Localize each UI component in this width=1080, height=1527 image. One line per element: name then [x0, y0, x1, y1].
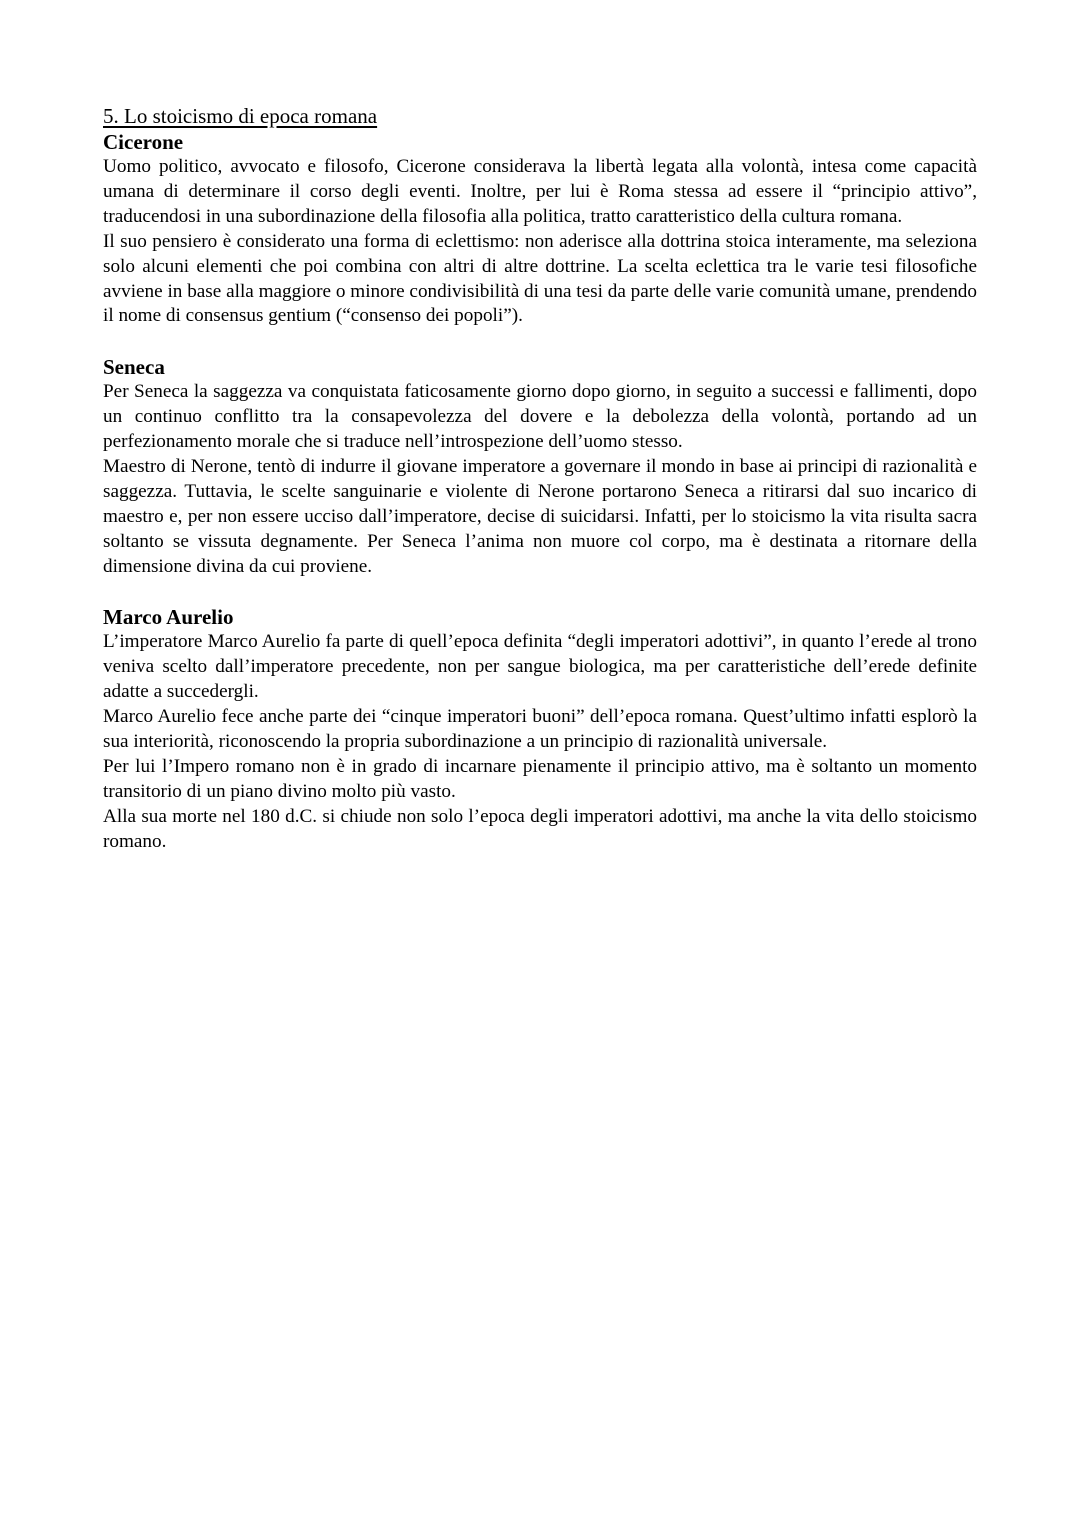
paragraph: Il suo pensiero è considerato una forma di eclettismo: non aderisce alla dottrina stoica interamente, ma seleziona solo alcuni elementi che poi combina con altri di altre dottrine. La scelta eclettica tra le varie tesi filosofiche avviene in base alla maggiore o minore condivisibilità di una tesi da parte delle varie comunità umane, prendendo il nome di consensus gentium (“consenso dei popoli”). [103, 230, 977, 327]
paragraph: Marco Aurelio fece anche parte dei “cinque imperatori buoni” dell’epoca romana. Quest’ultimo infatti esplorò la sua interiorità, riconoscendo la propria subordinazione a un principio di razionalità universale. [103, 706, 977, 752]
paragraph: Alla sua morte nel 180 d.C. si chiude non solo l’epoca degli imperatori adottivi, ma anche la vita dello stoicismo romano. [103, 805, 977, 852]
paragraph: L’imperatore Marco Aurelio fa parte di quell’epoca definita “degli imperatori adottivi”, in quanto l’erede al trono veniva scelto dall’imperatore precedente, non per sangue biologica, ma per caratteristiche dell’erede definite adatte a succedergli. [103, 631, 977, 703]
section-seneca [103, 354, 977, 579]
heading-cicerone: Cicerone [103, 130, 184, 154]
section-title: 5. Lo stoicismo di epoca romana [103, 104, 378, 128]
heading-marco-aurelio: Marco Aurelio [103, 605, 234, 630]
spacer [103, 329, 977, 354]
paragraph: Per lui l’Impero romano non è in grado di incarnare pienamente il principio attivo, ma è soltanto un momento transitorio di un piano divino molto più vasto. [103, 755, 977, 802]
paragraph: Uomo politico, avvocato e filosofo, Cicerone considerava la libertà legata alla volontà, intesa come capacità umana di determinare il corso degli eventi. Inoltre, per lui è Roma stessa ad essere il “principio attivo”, traducendosi in una subordinazione della filosofia alla politica, tratto caratteristico della cultura romana. [103, 156, 977, 227]
spacer [103, 579, 977, 604]
section-marco-aurelio [103, 604, 977, 854]
paragraph: Maestro di Nerone, tentò di indurre il giovane imperatore a governare il mondo in base ai principi di razionalità e saggezza. Tuttavia, le scelte sanguinarie e violente di Nerone portarono Seneca a ritirarsi dal suo incarico di maestro e, per non essere ucciso dall’imperatore, decise di suicidarsi. Infatti, per lo stoicismo la vita risulta sacra soltanto se vissuta degnamente. Per Seneca l’anima non muore col corpo, ma è destinata a ritornare della dimensione divina da cui proviene. [103, 455, 977, 577]
paragraph: Per Seneca la saggezza va conquistata faticosamente giorno dopo giorno, in seguito a successi e fallimenti, dopo un continuo conflitto tra la consapevolezza del dovere e la debolezza della volontà, portando ad un perfezionamento morale che si traduce nell’introspezione dell’uomo stesso. [103, 381, 977, 453]
section-cicerone [103, 129, 977, 329]
document-page [103, 103, 977, 855]
heading-seneca: Seneca [103, 355, 165, 380]
